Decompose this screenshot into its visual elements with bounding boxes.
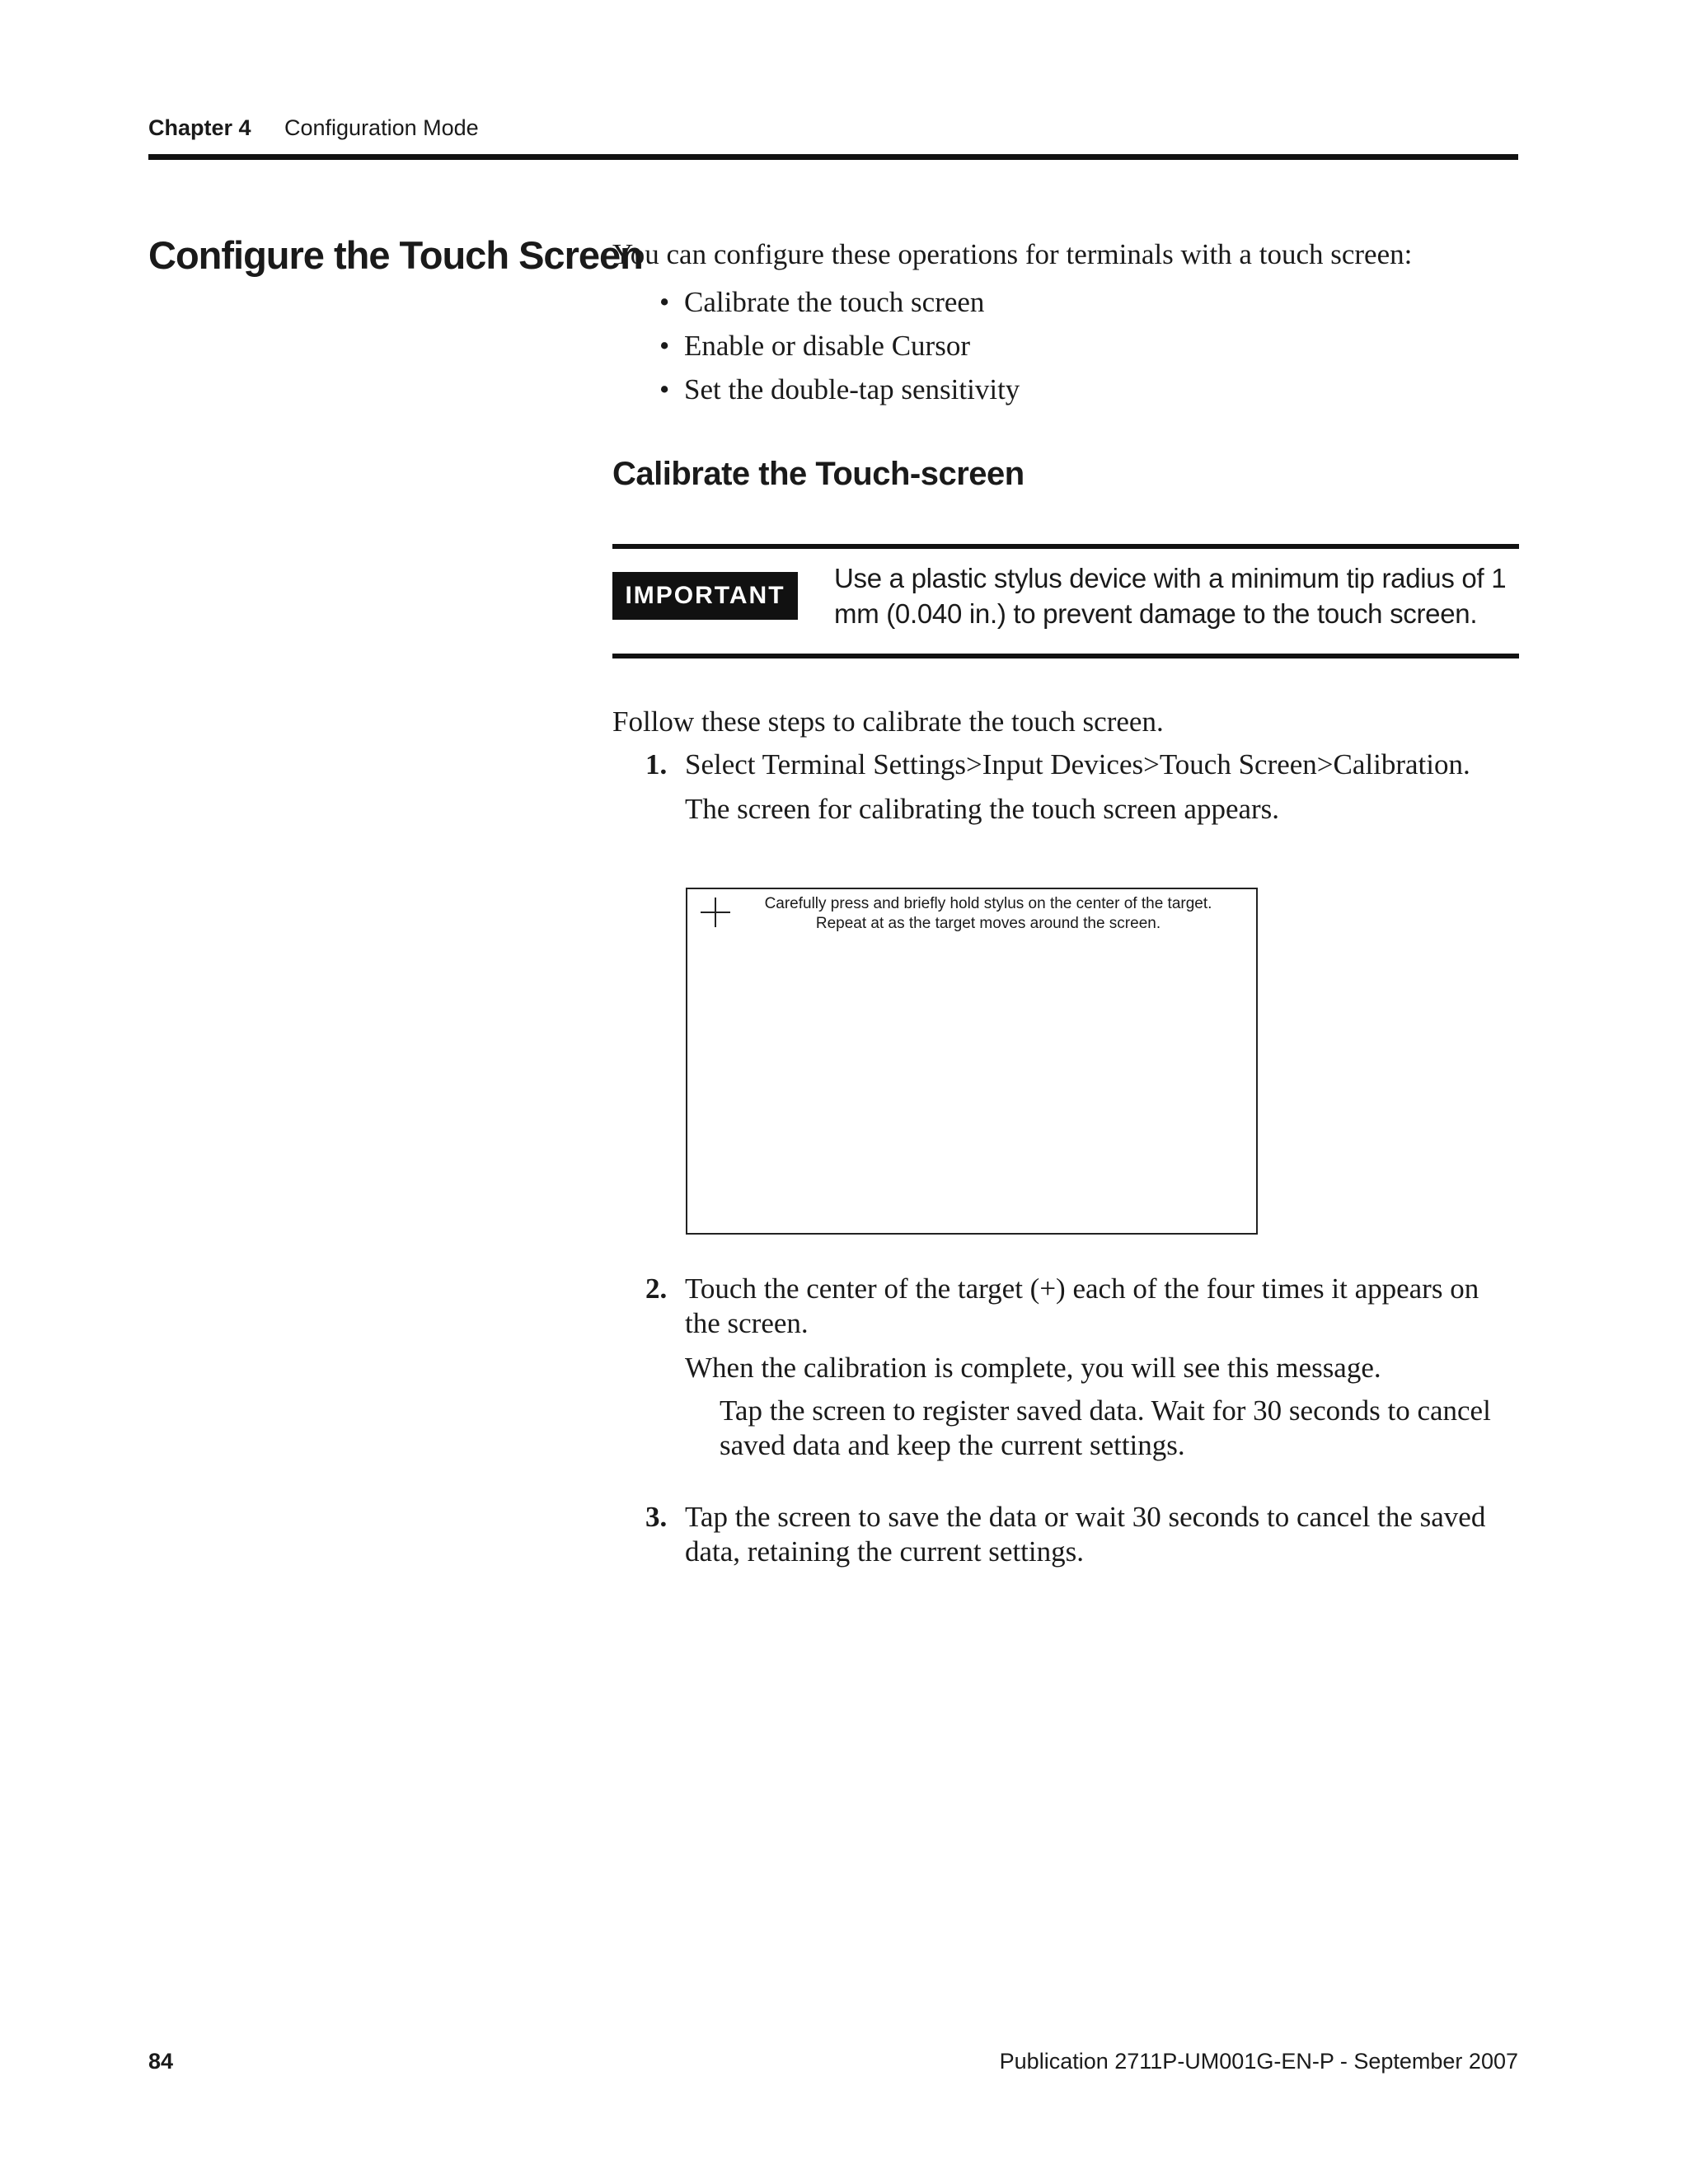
step-text: Tap the screen to save the data or wait 30 seconds to cancel the saved data, retaining the current settings. bbox=[685, 1501, 1486, 1568]
publication-info: Publication 2711P-UM001G-EN-P - September 2007 bbox=[999, 2049, 1518, 2074]
calibration-instructions: Carefully press and briefly hold stylus on the center of the target. Repeat at as the target moves around the screen. bbox=[764, 895, 1212, 932]
step-text: Select Terminal Settings>Input Devices>Touch Screen>Calibration. bbox=[685, 748, 1470, 780]
important-text: Use a plastic stylus device with a minimum tip radius of 1 mm (0.040 in.) to prevent damage to the touch screen. bbox=[834, 563, 1507, 629]
bullet-icon: • bbox=[659, 286, 670, 318]
header-rule bbox=[148, 154, 1518, 160]
follow-text: Follow these steps to calibrate the touch screen. bbox=[612, 705, 1164, 738]
important-top-rule bbox=[612, 544, 1519, 549]
step-number: 1. bbox=[645, 748, 668, 780]
step-number: 2. bbox=[645, 1272, 668, 1305]
list-item: • Set the double-tap sensitivity bbox=[659, 368, 1566, 411]
crosshair-target-icon bbox=[699, 896, 732, 929]
running-header bbox=[148, 115, 479, 141]
step-text: Touch the center of the target (+) each of the four times it appears on the screen. bbox=[685, 1272, 1479, 1339]
section-label: Configuration Mode bbox=[284, 115, 479, 140]
bullet-icon: • bbox=[659, 330, 670, 362]
step-number: 3. bbox=[645, 1501, 668, 1533]
completion-message: Tap the screen to register saved data. Wait for 30 seconds to cancel saved data and keep the current settings. bbox=[720, 1394, 1491, 1461]
subsection-title: Calibrate the Touch-screen bbox=[612, 456, 1025, 492]
step-result: The screen for calibrating the touch screen appears. bbox=[685, 793, 1280, 825]
page-title: Configure the Touch Screen bbox=[148, 233, 643, 277]
chapter-label: Chapter 4 bbox=[148, 115, 251, 140]
operations-list bbox=[659, 280, 1566, 411]
page-number: 84 bbox=[148, 2049, 174, 2074]
bullet-icon: • bbox=[659, 373, 670, 405]
calibration-screen bbox=[686, 888, 1258, 1235]
step-result: When the calibration is complete, you will see this message. bbox=[685, 1352, 1381, 1384]
important-badge: IMPORTANT bbox=[612, 572, 798, 620]
intro-text: You can configure these operations for terminals with a touch screen: bbox=[612, 238, 1413, 270]
important-bottom-rule bbox=[612, 654, 1519, 658]
list-item: • Calibrate the touch screen bbox=[659, 280, 1566, 324]
list-item: • Enable or disable Cursor bbox=[659, 324, 1566, 368]
